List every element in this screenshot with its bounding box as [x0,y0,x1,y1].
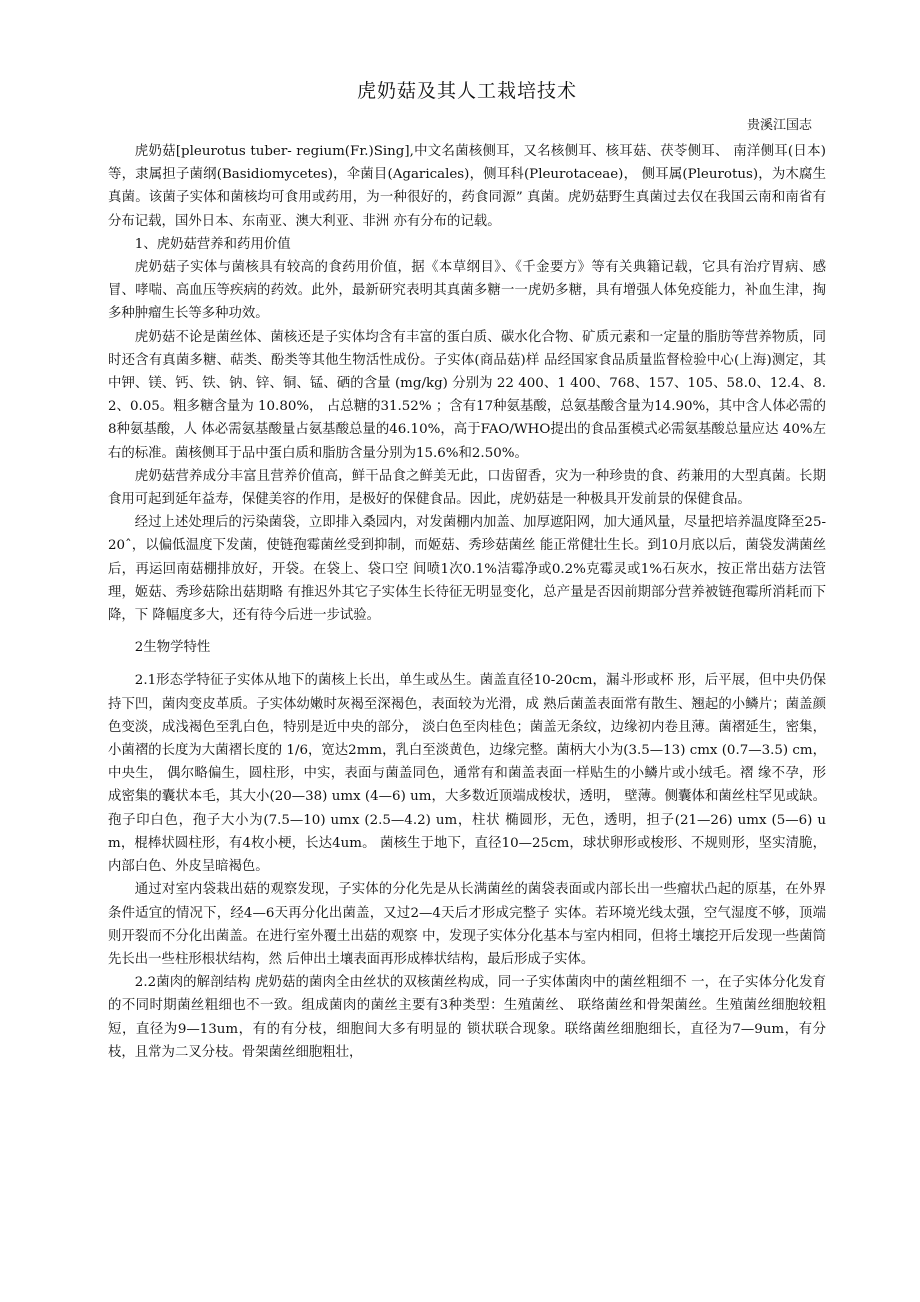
section-1-paragraph-3: 虎奶菇营养成分丰富且营养价值高，鲜干品食之鲜美无此，口齿留香，灾为一种珍贵的食、药兼用的大型真菌。长期食用可起到延年益寿，保健美容的作用，是极好的保健食品。因此，虎奶菇是一种极具开发前景的保健食品。 [108,468,826,508]
document-page [108,70,826,1064]
section-2-paragraph-2: 通过对室内袋栽出菇的观察发现，子实体的分化先是从长满菌丝的菌袋表面或内部长出一些瘤状凸起的原基，在外界条件适宜的情况下，经4—6天再分化出菌盖，又过2—4天后才形成完整子 实体。若环境光线太强，空气湿度不够，顶端则开裂而不分化出菌盖。在进行室外覆土出菇的观察 中，发现子实体分化基本与室内相同，但将土壤挖开后发现一些菌筒先长出一些柱形根状结构，然 后伸出土壤表面再形成棒状结构，最后形成子实体。 [108,882,826,967]
section-1-paragraph-2: 虎奶菇不论是菌丝体、菌核还是子实体均含有丰富的蛋白质、碳水化合物、矿质元素和一定量的脂肪等营养物质，同时还含有真菌多糖、萜类、酚类等其他生物活性成份。子实体(商品菇)样 品经国家食品质量监督检验中心(上海)测定，其中钾、镁、钙、铁、钠、锌、铜、锰、硒的含量 (mg/kg) 分别为 22 400、1 400、768、157、105、58.0、12.4、8.2、0.05。粗多糖含量为 10.80%， 占总糖的31.52% ；含有17种氨基酸，总氨基酸含量为14.90%，其中含人体必需的8种氨基酸，人 体必需氨基酸量占氨基酸总量的46.10%，高于FAO/WHO提出的食品蛋模式必需氨基酸总量应达 40%左右的标准。菌核侧耳于品中蛋白质和脂肪含量分别为15.6%和2.50%。 [108,329,826,461]
section-1-heading: 1、虎奶菇营养和药用价值 [134,236,291,252]
intro-paragraph: 虎奶菇[pleurotus tuber- regium(Fr.)Sing],中文名菌核侧耳，又名核侧耳、核耳菇、茯苓侧耳、 南洋侧耳(日本)等，隶属担子菌纲(Basidiomycetes)，伞菌目(Agaricales)，侧耳科(Pleurotaceae)， 侧耳属(Pleurotus)，为木腐生真菌。该菌子实体和菌核均可食用或药用，为一种很好的，药食同源” 真菌。虎奶菇野生真菌过去仅在我国云南和南省有分布记载，国外日本、东南亚、澳大利亚、非洲 亦有分布的记载。 [108,144,826,229]
document-title: 虎奶菇及其人工栽培技术 [356,80,577,102]
section-2-paragraph-1: 2.1形态学特征子实体从地下的菌核上长出，单生或丛生。菌盖直径10-20cm，漏斗形或杯 形，后平展，但中央仍保持下凹，菌肉变皮革质。子实体幼嫩时灰褐至深褐色，表面较为光滑，成 熟后菌盖表面常有散生、翘起的小鳞片；菌盖颜色变淡，成浅褐色至乳白色，特别是近中央的部分， 淡白色至肉桂色；菌盖无条纹，边缘初内卷且薄。菌褶延生，密集，小菌褶的长度为大菌褶长度的 1/6，宽达2mm，乳白至淡黄色，边缘完整。菌柄大小为(3.5—13) cmx (0.7—3.5) cm，中央生， 偶尔略偏生，圆柱形，中实，表面与菌盖同色，通常有和菌盖表面一样贴生的小鳞片或小绒毛。褶 缘不孕，形成密集的囊状本毛，其大小(20—38) umx (4—6) um，大多数近顶端成梭状，透明， 壁薄。侧囊体和菌丝柱罕见或缺。孢子印白色，孢子大小为(7.5—10) umx (2.5—4.2) um，柱状 椭圆形，无色，透明，担子(21—26) umx (5—6) um，棍棒状圆柱形，有4枚小梗，长达4um。 菌核生于地下，直径10—25cm，球状卵形或梭形、不规则形，坚实清脆，内部白色、外皮呈暗褐色。 [108,673,826,875]
section-1-paragraph-1: 虎奶菇子实体与菌核具有较高的食药用价值，据《本草纲目》、《千金要方》等有关典籍记载，它具有治疗胃病、感冒、哮喘、高血压等疾病的药效。此外，最新研究表明其真菌多糖一一虎奶多糖，具有增强人体免疫能力，补血生津，掏多种肿瘤生长等多种功效。 [108,260,826,322]
section-2-paragraph-3: 2.2菌肉的解剖结构 虎奶菇的菌肉全由丝状的双核菌丝构成，同一子实体菌肉中的菌丝粗细不 一，在子实体分化发育的不同时期菌丝粗细也不一致。组成菌肉的菌丝主要有3种类型：生殖菌丝、 联络菌丝和骨架菌丝。生殖菌丝细胞较粗短，直径为9—13um，有的有分枝，细胞间大多有明显的 锁状联合现象。联络菌丝细胞细长，直径为7—9um，有分枝，且常为二叉分枝。骨架菌丝细胞粗壮， [108,975,826,1060]
author-line: 贵溪江国志 [746,118,812,133]
section-1-paragraph-4: 经过上述处理后的污染菌袋，立即排入桑园内，对发菌棚内加盖、加厚遮阳网，加大通风量，尽量把培养温度降至25-20ˆ，以偏低温度下发菌，使链孢霉菌丝受到抑制，而姬菇、秀珍菇菌丝 能正常健壮生长。到10月底以后，菌袋发满菌丝后，再运回南菇棚排放好，开袋。在袋上、袋口空 间喷1次0.1%洁霉净或0.2%克霉灵或1%石灰水，按正常出菇方法管理，姬菇、秀珍菇除出菇期略 有推迟外其它子实体生长待征无明显变化，总产量是否因前期部分营养被链孢霉所消耗而下降，下 降幅度多大，还有待今后进一步试验。 [108,515,826,624]
section-2-heading: 2生物学特性 [134,640,211,656]
